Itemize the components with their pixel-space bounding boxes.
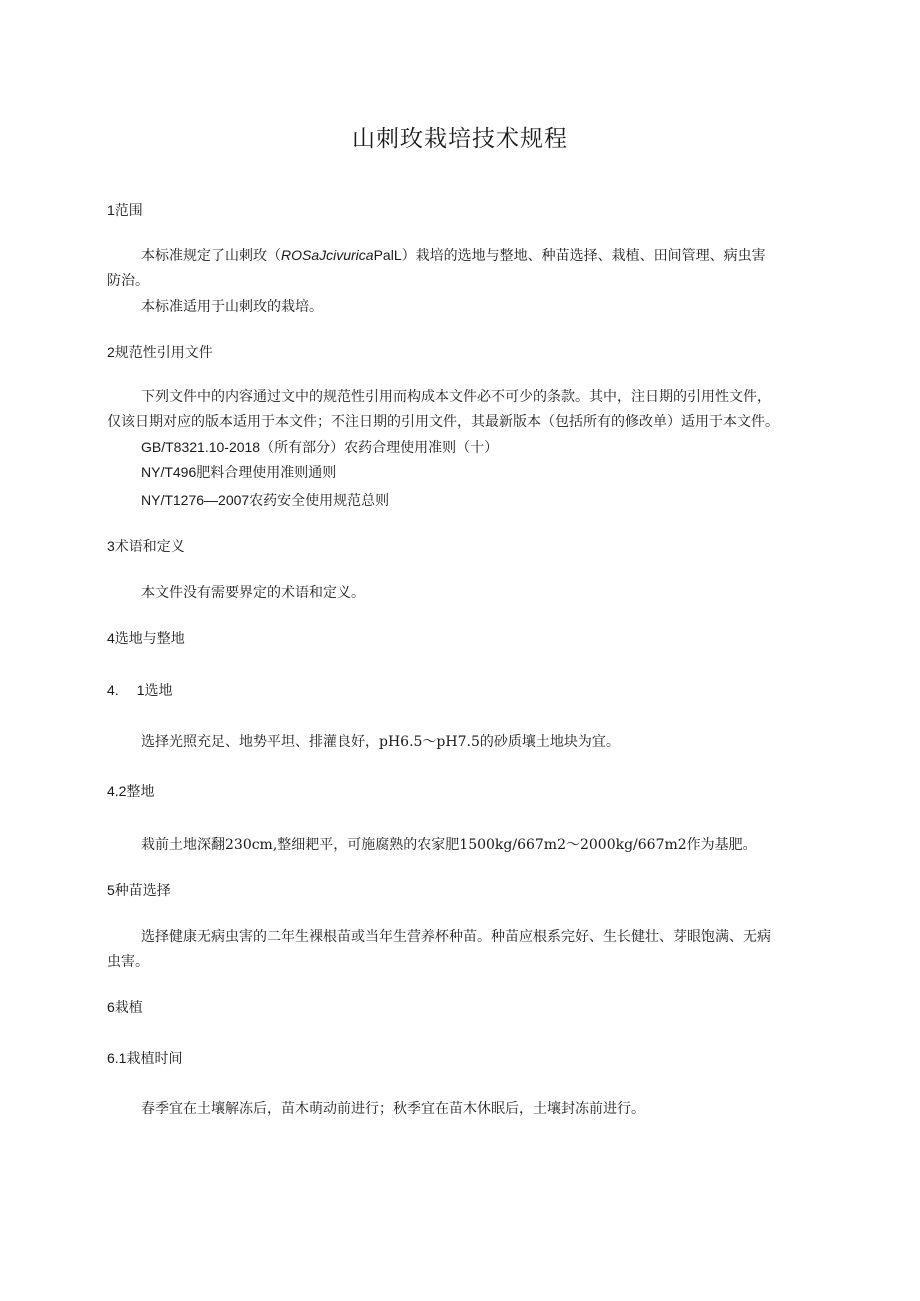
- section-4-1-number: 4.: [107, 682, 119, 698]
- reference-2: NY/T496肥料合理使用准则通则: [141, 464, 337, 480]
- s1-p1-pre: 本标准规定了山刺玫（: [141, 248, 281, 264]
- s1-p1-post: PalL）栽培的选地与整地、种苗选择、栽植、田间管理、病虫害: [373, 247, 766, 263]
- section-5-paragraph: 选择健康无病虫害的二年生裸根苗或当年生营养杯种苗。种苗应根系完好、生长健壮、芽眼饱满、无病: [141, 929, 771, 945]
- section-6-1-paragraph: 春季宜在土壤解冻后，苗木萌动前进行；秋季宜在苗木休眠后，土壤封冻前进行。: [141, 1101, 645, 1117]
- section-4-2-heading: 4.2整地: [107, 783, 155, 799]
- section-3-paragraph: 本文件没有需要界定的术语和定义。: [141, 585, 365, 601]
- section-4-2-paragraph: 栽前土地深翻230cm,整细耙平，可施腐熟的农家肥1500kg/667m2～2000kg/667m2作为基肥。: [141, 837, 757, 853]
- section-4-1-title: 1选地: [136, 682, 173, 698]
- section-4-1-heading: [107, 680, 172, 700]
- section-2-paragraph-1-cont: 仅该日期对应的版本适用于本文件；不注日期的引用文件，其最新版本（包括所有的修改单）适用于本文件。: [107, 414, 779, 430]
- section-5-heading: 5种苗选择: [107, 882, 171, 898]
- reference-1: GB/T8321.10-2018（所有部分）农药合理使用准则（十）: [141, 439, 499, 455]
- section-2-heading: 2规范性引用文件: [107, 344, 213, 360]
- section-5-paragraph-cont: 虫害。: [107, 954, 149, 970]
- section-2-paragraph-1: 下列文件中的内容通过文中的规范性引用而构成本文件必不可少的条款。其中，注日期的引用性文件，: [141, 389, 771, 405]
- section-1-heading: 1范围: [107, 202, 143, 218]
- section-1-paragraph-1-cont: 防治。: [107, 273, 149, 289]
- s1-p1-latin-name: ROSaJcivurica: [281, 247, 374, 263]
- section-4-1-paragraph: 选择光照充足、地势平坦、排灌良好，pH6.5～pH7.5的砂质壤土地块为宜。: [141, 734, 620, 750]
- section-3-heading: 3术语和定义: [107, 538, 185, 554]
- section-1-paragraph-2: 本标准适用于山刺玫的栽培。: [141, 299, 323, 315]
- document-title: 山刺玫栽培技术规程: [352, 126, 568, 152]
- reference-3: NY/T1276—2007农药安全使用规范总则: [141, 492, 390, 508]
- section-6-heading: 6栽植: [107, 999, 143, 1015]
- section-4-heading: 4选地与整地: [107, 630, 185, 646]
- section-1-paragraph-1: [141, 245, 766, 265]
- section-6-1-heading: 6.1栽植时间: [107, 1050, 183, 1066]
